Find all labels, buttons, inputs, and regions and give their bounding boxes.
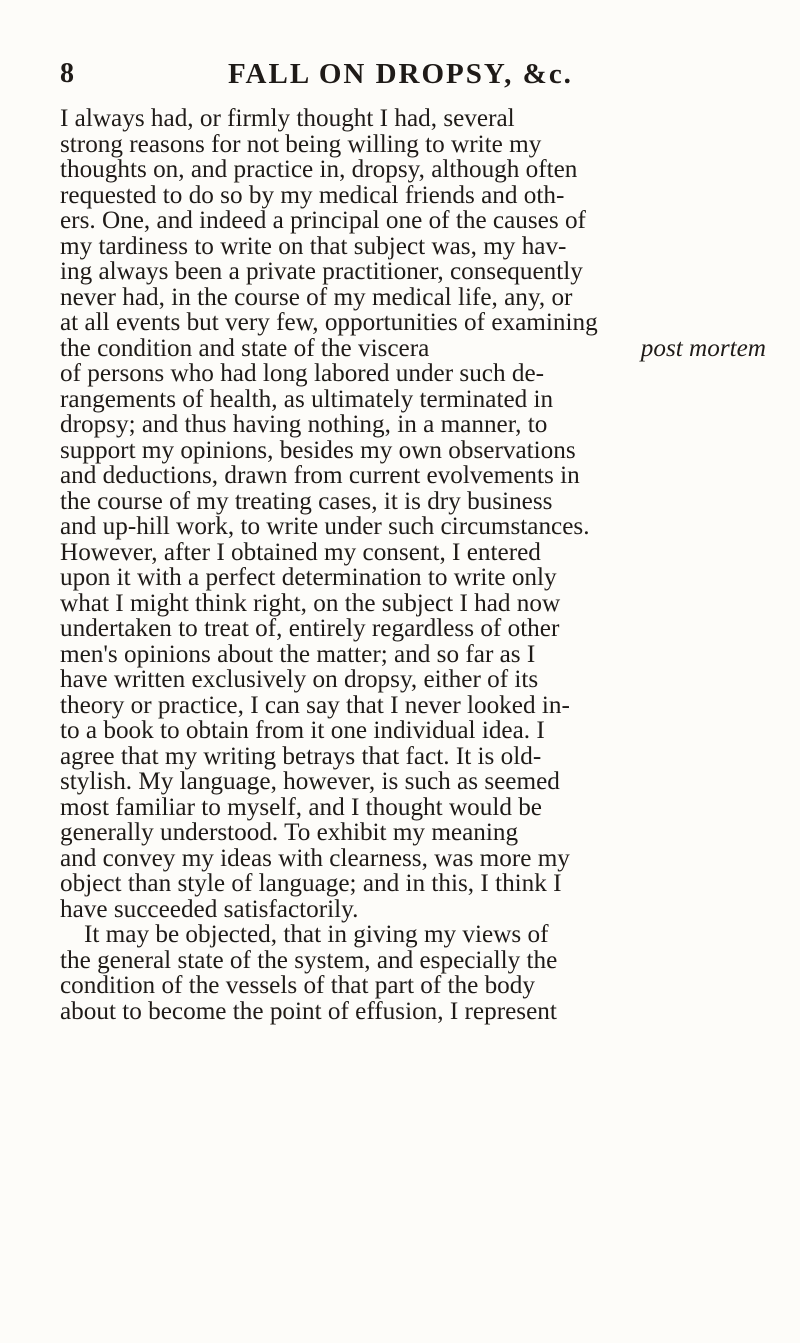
text-line: and deductions, drawn from current evolvements in: [60, 462, 580, 489]
text-line: have succeeded satisfactorily.: [60, 895, 359, 923]
text-line: stylish. My language, however, is such as seemed: [60, 768, 560, 795]
text-line: agree that my writing betrays that fact. It is old-: [60, 742, 542, 770]
text-line: I always had, or firmly thought I had, several: [60, 105, 515, 132]
text-line: generally understood. To exhibit my meaning: [60, 819, 519, 846]
text-line: and convey my ideas with clearness, was more my: [60, 844, 570, 872]
text-line: undertaken to treat of, entirely regardless of other: [60, 615, 560, 642]
text-line: theory or practice, I can say that I never looked in-: [60, 691, 570, 719]
text-line: about to become the point of effusion, I represent: [60, 997, 557, 1025]
text-line: condition of the vessels of that part of the body: [60, 972, 535, 999]
running-title: FALL ON DROPSY, &c.: [228, 58, 573, 90]
text-line: dropsy; and thus having nothing, in a manner, to: [60, 411, 548, 438]
running-head: [60, 58, 766, 98]
page-number: 8: [60, 58, 75, 89]
text-line: ers. One, and indeed a principal one of the causes of: [60, 207, 586, 234]
text-line: strong reasons for not being willing to write my: [60, 130, 542, 158]
text-line: what I might think right, on the subject I had now: [60, 589, 561, 617]
text-line: have written exclusively on dropsy, either of its: [60, 666, 539, 693]
text-line-with-italic: [60, 336, 766, 362]
text-line: never had, in the course of my medical life, any, or: [60, 283, 573, 311]
text-line: the course of my treating cases, it is dry business: [60, 487, 553, 515]
text-line: the general state of the system, and especially the: [60, 946, 558, 974]
text-line: ing always been a private practitioner, consequently: [60, 258, 583, 285]
text-line: requested to do so by my medical friends and oth-: [60, 181, 565, 209]
italic-phrase: post mortem: [640, 334, 766, 362]
text-line: upon it with a perfect determination to write only: [60, 564, 557, 591]
text-line: most familiar to myself, and I thought would be: [60, 793, 542, 821]
text-line-part: the condition and state of the viscera: [60, 334, 430, 362]
body-text: [60, 106, 766, 1024]
text-line: and up-hill work, to write under such circumstances.: [60, 513, 590, 540]
text-line: men's opinions about the matter; and so far as I: [60, 640, 536, 668]
text-line: It may be objected, that in giving my views of: [84, 921, 549, 948]
text-line: at all events but very few, opportunities of examining: [60, 309, 598, 336]
text-line: my tardiness to write on that subject was, my hav-: [60, 232, 567, 260]
text-line: thoughts on, and practice in, dropsy, although often: [60, 156, 578, 183]
text-line: of persons who had long labored under such de-: [60, 360, 545, 387]
text-line: to a book to obtain from it one individual idea. I: [60, 717, 545, 744]
text-line: However, after I obtained my consent, I entered: [60, 538, 541, 566]
text-line: rangements of health, as ultimately terminated in: [60, 385, 554, 413]
text-line: object than style of language; and in this, I think I: [60, 870, 562, 897]
text-line: support my opinions, besides my own observations: [60, 436, 576, 464]
